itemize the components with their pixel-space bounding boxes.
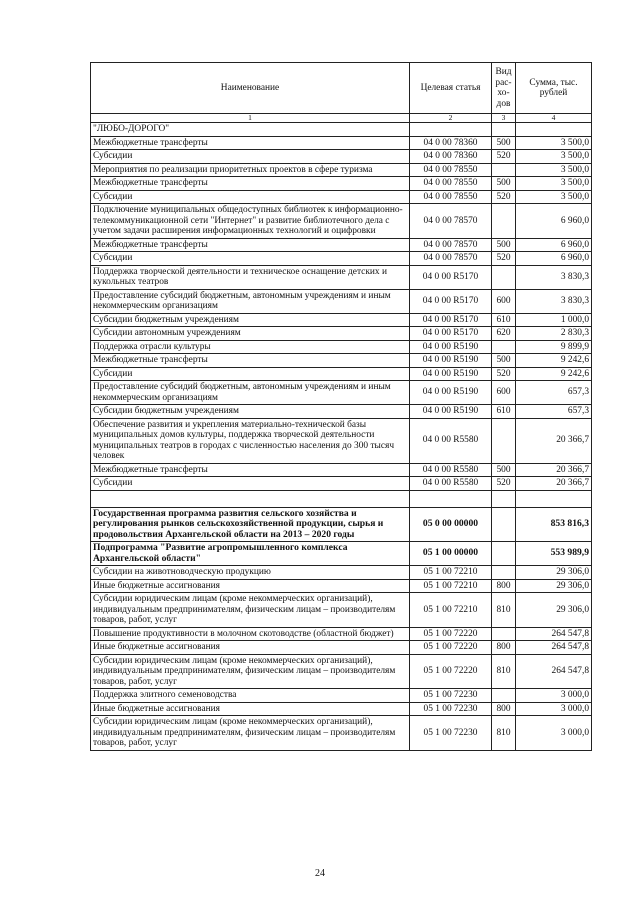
cell-sum: 3 000,0 (516, 702, 592, 716)
cell-type: 600 (492, 289, 516, 313)
table-body (91, 123, 592, 751)
column-number: 1 (91, 114, 410, 123)
cell-type: 500 (492, 354, 516, 368)
table-row (91, 689, 592, 703)
cell-name: Предоставление субсидий бюджетным, автономным учреждениям и иным некоммерческим организациям (91, 381, 410, 405)
cell-name: Субсидии бюджетным учреждениям (91, 313, 410, 327)
cell-sum: 9 242,6 (516, 367, 592, 381)
table-row (91, 123, 592, 137)
cell-code: 04 0 00 R5190 (410, 354, 492, 368)
cell-type: 500 (492, 463, 516, 477)
cell-name: Мероприятия по реализации приоритетных проектов в сфере туризма (91, 163, 410, 177)
cell-type: 520 (492, 367, 516, 381)
cell-code: 04 0 00 R5170 (410, 265, 492, 289)
cell-code: 04 0 00 78550 (410, 190, 492, 204)
cell-code (410, 490, 492, 507)
table-row (91, 252, 592, 266)
cell-name: Повышение продуктивности в молочном скотоводстве (областной бюджет) (91, 627, 410, 641)
cell-name: Поддержка отрасли культуры (91, 340, 410, 354)
table-row (91, 313, 592, 327)
cell-sum: 3 000,0 (516, 716, 592, 751)
table-row (91, 136, 592, 150)
cell-sum: 853 816,3 (516, 507, 592, 542)
cell-type (492, 123, 516, 137)
cell-type (492, 265, 516, 289)
table-row (91, 627, 592, 641)
cell-name: Иные бюджетные ассигнования (91, 702, 410, 716)
cell-sum: 553 989,9 (516, 542, 592, 566)
table-row (91, 367, 592, 381)
cell-sum: 6 960,0 (516, 238, 592, 252)
cell-code: 04 0 00 78570 (410, 238, 492, 252)
cell-code: 04 0 00 R5170 (410, 327, 492, 341)
cell-sum: 3 830,3 (516, 289, 592, 313)
cell-sum: 657,3 (516, 381, 592, 405)
cell-type: 610 (492, 313, 516, 327)
cell-name: Подключение муниципальных общедоступных библиотек к информационно-телекоммуникационной сети "Интернет" и развитие библиотечного дела с учетом задачи расширения информационных технологий и оцифровки (91, 204, 410, 239)
cell-type: 810 (492, 593, 516, 628)
header-code: Целевая статья (410, 63, 492, 114)
cell-sum: 29 306,0 (516, 566, 592, 580)
cell-name: Межбюджетные трансферты (91, 136, 410, 150)
cell-sum: 3 500,0 (516, 163, 592, 177)
cell-type: 500 (492, 136, 516, 150)
cell-code: 05 0 00 00000 (410, 507, 492, 542)
cell-name: Межбюджетные трансферты (91, 463, 410, 477)
cell-sum: 20 366,7 (516, 418, 592, 463)
cell-code: 04 0 00 78360 (410, 136, 492, 150)
cell-type: 800 (492, 579, 516, 593)
cell-code: 04 0 00 78550 (410, 177, 492, 191)
table-row (91, 477, 592, 491)
cell-type: 610 (492, 405, 516, 419)
table-row (91, 702, 592, 716)
cell-code: 04 0 00 R5190 (410, 405, 492, 419)
cell-sum: 264 547,8 (516, 627, 592, 641)
cell-code: 05 1 00 72220 (410, 641, 492, 655)
cell-sum: 3 000,0 (516, 689, 592, 703)
table-row (91, 340, 592, 354)
cell-name: Субсидии (91, 367, 410, 381)
cell-type (492, 566, 516, 580)
cell-code: 05 1 00 72230 (410, 702, 492, 716)
table-row (91, 463, 592, 477)
cell-code: 04 0 00 R5580 (410, 463, 492, 477)
cell-sum: 6 960,0 (516, 204, 592, 239)
cell-name: Межбюджетные трансферты (91, 177, 410, 191)
table-row (91, 177, 592, 191)
cell-name (91, 490, 410, 507)
table-row (91, 405, 592, 419)
cell-name: Обеспечение развития и укрепления материально-технической базы муниципальных домов культуры, поддержка творческой деятельности муниципальных театров в городах с численностью населения до 300 тысяч человек (91, 418, 410, 463)
cell-name: Поддержка элитного семеноводства (91, 689, 410, 703)
cell-code: 05 1 00 72230 (410, 689, 492, 703)
cell-name: Субсидии автономным учреждениям (91, 327, 410, 341)
cell-code: 04 0 00 78550 (410, 163, 492, 177)
cell-code (410, 123, 492, 137)
table-row (91, 593, 592, 628)
cell-type: 800 (492, 702, 516, 716)
cell-type (492, 507, 516, 542)
header-row (91, 63, 592, 114)
cell-type: 620 (492, 327, 516, 341)
cell-type (492, 163, 516, 177)
cell-type (492, 490, 516, 507)
cell-name: Подпрограмма "Развитие агропромышленного комплекса Архангельской области" (91, 542, 410, 566)
cell-sum: 264 547,8 (516, 654, 592, 689)
table-row (91, 354, 592, 368)
cell-sum: 6 960,0 (516, 252, 592, 266)
header-sum: Сумма, тыс. рублей (516, 63, 592, 114)
table-row (91, 289, 592, 313)
cell-type: 520 (492, 150, 516, 164)
cell-name: Субсидии юридическим лицам (кроме некоммерческих организаций), индивидуальным предпринимателям, физическим лицам – производителям товаров, работ, услуг (91, 593, 410, 628)
cell-name: Иные бюджетные ассигнования (91, 641, 410, 655)
cell-code: 05 1 00 72220 (410, 627, 492, 641)
cell-sum: 3 500,0 (516, 177, 592, 191)
cell-type: 800 (492, 641, 516, 655)
cell-code: 05 1 00 72210 (410, 593, 492, 628)
cell-sum: 1 000,0 (516, 313, 592, 327)
table-row (91, 190, 592, 204)
cell-type: 500 (492, 177, 516, 191)
table-row (91, 507, 592, 542)
cell-sum: 3 500,0 (516, 136, 592, 150)
cell-code: 05 1 00 72230 (410, 716, 492, 751)
cell-type (492, 627, 516, 641)
cell-sum: 20 366,7 (516, 477, 592, 491)
cell-name: "ЛЮБО-ДОРОГО" (91, 123, 410, 137)
cell-code: 05 1 00 72220 (410, 654, 492, 689)
page-number: 24 (315, 868, 325, 879)
table-row (91, 654, 592, 689)
cell-type: 520 (492, 190, 516, 204)
cell-type: 520 (492, 252, 516, 266)
table-row (91, 542, 592, 566)
cell-sum: 3 500,0 (516, 150, 592, 164)
cell-name: Иные бюджетные ассигнования (91, 579, 410, 593)
cell-code: 04 0 00 R5190 (410, 367, 492, 381)
cell-sum: 9 899,9 (516, 340, 592, 354)
cell-sum: 29 306,0 (516, 579, 592, 593)
cell-name: Субсидии юридическим лицам (кроме некоммерческих организаций), индивидуальным предпринимателям, физическим лицам – производителям товаров, работ, услуг (91, 654, 410, 689)
cell-sum: 20 366,7 (516, 463, 592, 477)
cell-type: 810 (492, 716, 516, 751)
cell-code: 05 1 00 72210 (410, 579, 492, 593)
cell-code: 04 0 00 R5580 (410, 477, 492, 491)
table-row (91, 490, 592, 507)
cell-sum: 3 500,0 (516, 190, 592, 204)
cell-code: 05 1 00 72210 (410, 566, 492, 580)
column-number: 2 (410, 114, 492, 123)
cell-sum (516, 123, 592, 137)
cell-name: Субсидии на животноводческую продукцию (91, 566, 410, 580)
cell-type: 500 (492, 238, 516, 252)
cell-name: Субсидии бюджетным учреждениям (91, 405, 410, 419)
table-row (91, 579, 592, 593)
table-row (91, 418, 592, 463)
cell-name: Субсидии (91, 477, 410, 491)
table-row (91, 163, 592, 177)
cell-code: 04 0 00 R5190 (410, 381, 492, 405)
column-number-row (91, 114, 592, 123)
budget-table (90, 62, 592, 751)
cell-type (492, 418, 516, 463)
cell-code: 04 0 00 R5580 (410, 418, 492, 463)
header-name: Наименование (91, 63, 410, 114)
cell-type (492, 204, 516, 239)
cell-type (492, 689, 516, 703)
cell-name: Субсидии (91, 190, 410, 204)
table-row (91, 265, 592, 289)
cell-sum: 264 547,8 (516, 641, 592, 655)
cell-sum: 657,3 (516, 405, 592, 419)
table-row (91, 566, 592, 580)
table-row (91, 641, 592, 655)
cell-code: 04 0 00 R5170 (410, 289, 492, 313)
cell-type: 600 (492, 381, 516, 405)
cell-name: Субсидии (91, 150, 410, 164)
cell-type: 520 (492, 477, 516, 491)
cell-sum: 29 306,0 (516, 593, 592, 628)
header-type: Вид рас-хо-дов (492, 63, 516, 114)
cell-type (492, 542, 516, 566)
cell-sum: 9 242,6 (516, 354, 592, 368)
cell-name: Предоставление субсидий бюджетным, автономным учреждениям и иным некоммерческим организациям (91, 289, 410, 313)
cell-sum (516, 490, 592, 507)
table-row (91, 716, 592, 751)
table-row (91, 150, 592, 164)
cell-name: Межбюджетные трансферты (91, 238, 410, 252)
cell-sum: 3 830,3 (516, 265, 592, 289)
cell-name: Поддержка творческой деятельности и техническое оснащение детских и кукольных театров (91, 265, 410, 289)
cell-code: 04 0 00 78570 (410, 252, 492, 266)
cell-code: 04 0 00 78570 (410, 204, 492, 239)
table-row (91, 204, 592, 239)
cell-code: 05 1 00 00000 (410, 542, 492, 566)
cell-code: 04 0 00 R5190 (410, 340, 492, 354)
cell-name: Межбюджетные трансферты (91, 354, 410, 368)
cell-name: Государственная программа развития сельского хозяйства и регулирования рынков сельскохозяйственной продукции, сырья и продовольствия Архангельской области на 2013 – 2020 годы (91, 507, 410, 542)
cell-type (492, 340, 516, 354)
cell-sum: 2 830,3 (516, 327, 592, 341)
cell-type: 810 (492, 654, 516, 689)
column-number: 4 (516, 114, 592, 123)
column-number: 3 (492, 114, 516, 123)
table-row (91, 238, 592, 252)
cell-code: 04 0 00 R5170 (410, 313, 492, 327)
cell-code: 04 0 00 78360 (410, 150, 492, 164)
table-row (91, 327, 592, 341)
table-row (91, 381, 592, 405)
cell-name: Субсидии (91, 252, 410, 266)
cell-name: Субсидии юридическим лицам (кроме некоммерческих организаций), индивидуальным предпринимателям, физическим лицам – производителям товаров, работ, услуг (91, 716, 410, 751)
